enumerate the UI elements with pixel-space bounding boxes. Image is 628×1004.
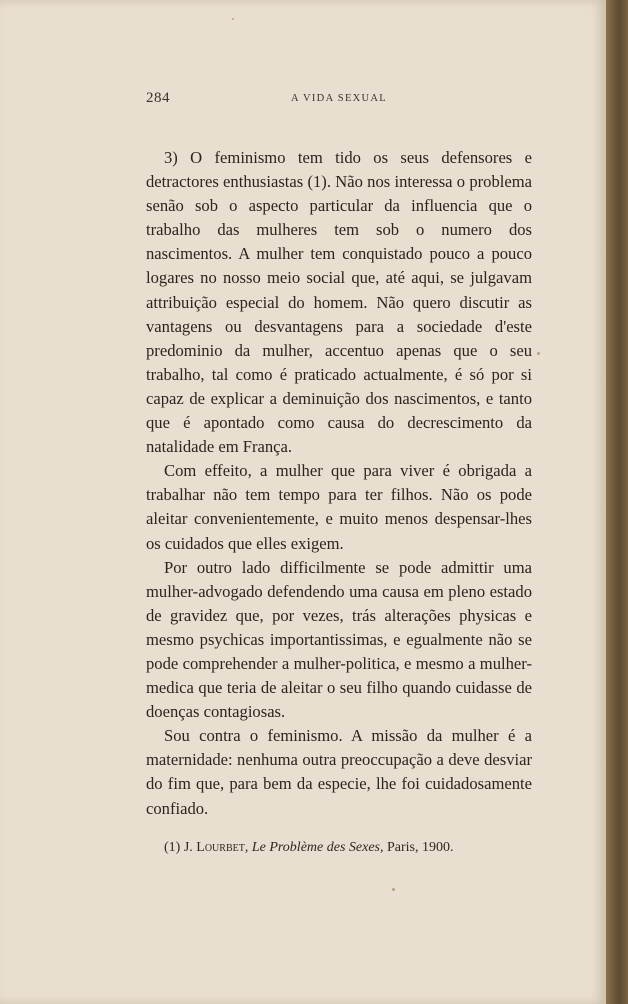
paper-speck: [537, 352, 540, 355]
paragraph: 3) O feminismo tem tido os seus defensores e detractores enthusiastas (1). Não nos interessa o problema senão sob o aspecto particular da influencia que o trabalho das mulheres tem sob o numero dos nascimentos. A mulher tem conquistado pouco a pouco logares no nosso meio social que, até aqui, se julgavam attribuição especial do homem. Não quero discutir as vantagens ou desvantagens para a sociedade d'este predominio da mulher, accentuo apenas que o seu trabalho, tal como é praticado actualmente, é só por si capaz de explicar a deminuição dos nascimentos, e tanto que é apontado como causa do decrescimento da natalidade em França.: [146, 148, 532, 457]
paragraph: Com effeito, a mulher que para viver é obrigada a trabalhar não tem tempo para ter filhos. Não os pode aleitar convenientemente, e muito menos despensar-lhes os cuidados que elles exigem.: [146, 461, 532, 553]
page-header: [146, 90, 532, 110]
running-title: A VIDA SEXUAL: [290, 93, 388, 104]
footnote: [146, 840, 532, 856]
paper-speck: [392, 888, 395, 891]
paragraph: Por outro lado difficilmente se pode admittir uma mulher-advogado defendendo uma causa em pleno estado de gravidez que, por vezes, trás alterações physicas e mesmo psychicas importantissimas, e egualmente não se pode comprehender a mulher-politica, e mesmo a mulher-medica que teria de aleitar o seu filho quando cuidasse de doenças contagiosas.: [146, 557, 532, 722]
footnote-publication: Paris, 1900.: [387, 840, 454, 855]
book-spine-edge: [606, 0, 628, 1004]
paragraph: Sou contra o feminismo. A missão da mulher é a maternidade: nenhuma outra preoccupação a deve desviar do fim que, para bem da especie, lhe foi cuidadosamente confiado.: [146, 726, 532, 818]
footnote-marker: (1): [164, 840, 181, 855]
page-number: 284: [146, 90, 170, 106]
body-text: [146, 146, 532, 821]
footnote-author: J. Lourbet,: [183, 840, 249, 855]
footnote-title: Le Problème des Sexes,: [251, 840, 384, 855]
paper-speck: [232, 18, 234, 20]
